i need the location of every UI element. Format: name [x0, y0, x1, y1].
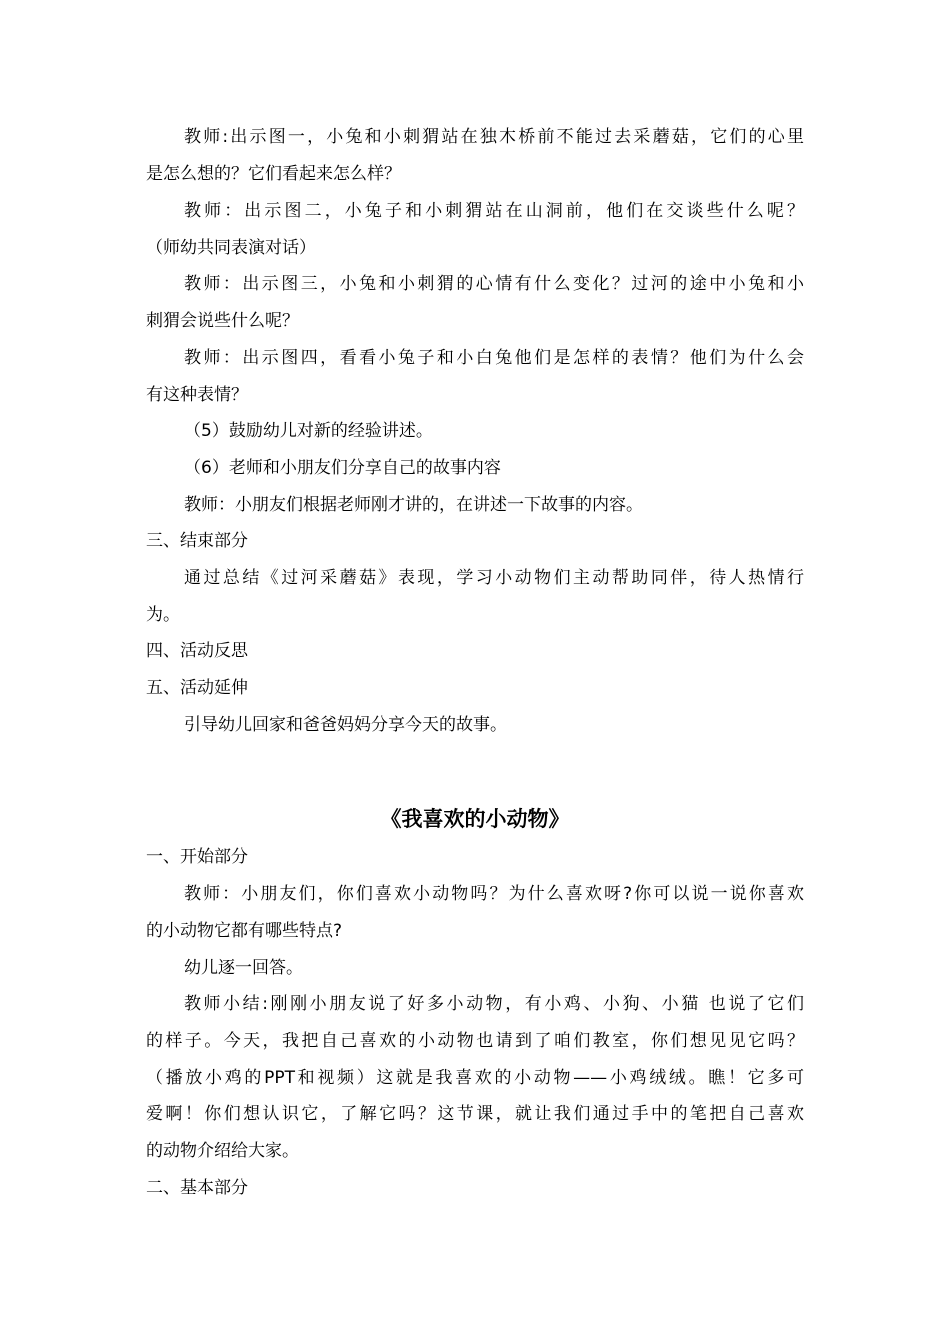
- step-item: （5）鼓励幼儿对新的经验讲述。: [184, 421, 433, 441]
- section-heading: 三、结束部分: [146, 531, 248, 551]
- paragraph-line: 教师：小朋友们根据老师刚才讲的，在讲述一下故事的内容。: [184, 495, 643, 515]
- paragraph-line: （师幼共同表演对话）: [146, 238, 316, 258]
- paragraph-line: 的动物介绍给大家。: [146, 1141, 299, 1161]
- paragraph-line: 通过总结《过河采蘑菇》表现，学习小动物们主动帮助同伴，待人热情行: [184, 568, 804, 588]
- section-heading: 二、基本部分: [146, 1178, 248, 1198]
- paragraph-line: 教师:出示图一，小兔和小刺猬站在独木桥前不能过去采蘑菇，它们的心里: [184, 127, 804, 147]
- paragraph-line: 有这种表情？: [146, 385, 248, 405]
- paragraph-line: 教师：出示图四，看看小兔子和小白兔他们是怎样的表情？他们为什么会: [184, 348, 804, 368]
- section-heading: 五、活动延伸: [146, 678, 248, 698]
- paragraph-line: 教师小结:刚刚小朋友说了好多小动物，有小鸡、小狗、小猫 也说了它们: [184, 994, 804, 1014]
- section-heading: 四、活动反思: [146, 641, 248, 661]
- paragraph-line: 幼儿逐一回答。: [184, 958, 303, 978]
- paragraph-line: （播放小鸡的PPT和视频）这就是我喜欢的小动物——小鸡绒绒。瞧！它多可: [146, 1068, 804, 1088]
- document-title: 《我喜欢的小动物》: [380, 807, 570, 831]
- paragraph-line: 教师：小朋友们，你们喜欢小动物吗？为什么喜欢呀?你可以说一说你喜欢: [184, 884, 804, 904]
- paragraph-line: 爱啊！你们想认识它，了解它吗？这节课，就让我们通过手中的笔把自己喜欢: [146, 1104, 804, 1124]
- paragraph-line: 的样子。今天，我把自己喜欢的小动物也请到了咱们教室，你们想见见它吗？: [146, 1031, 804, 1051]
- paragraph-line: 是怎么想的？它们看起来怎么样？: [146, 164, 401, 184]
- paragraph-line: 教师：出示图三，小兔和小刺猬的心情有什么变化？过河的途中小兔和小: [184, 274, 804, 294]
- section-heading: 一、开始部分: [146, 847, 248, 867]
- paragraph-line: 为。: [146, 605, 180, 625]
- paragraph-line: 的小动物它都有哪些特点?: [146, 921, 343, 941]
- paragraph-line: 引导幼儿回家和爸爸妈妈分享今天的故事。: [184, 715, 507, 735]
- paragraph-line: 教师：出示图二，小兔子和小刺猬站在山洞前，他们在交谈些什么呢？: [184, 201, 804, 221]
- paragraph-line: 刺猬会说些什么呢？: [146, 311, 299, 331]
- step-item: （6）老师和小朋友们分享自己的故事内容: [184, 458, 501, 478]
